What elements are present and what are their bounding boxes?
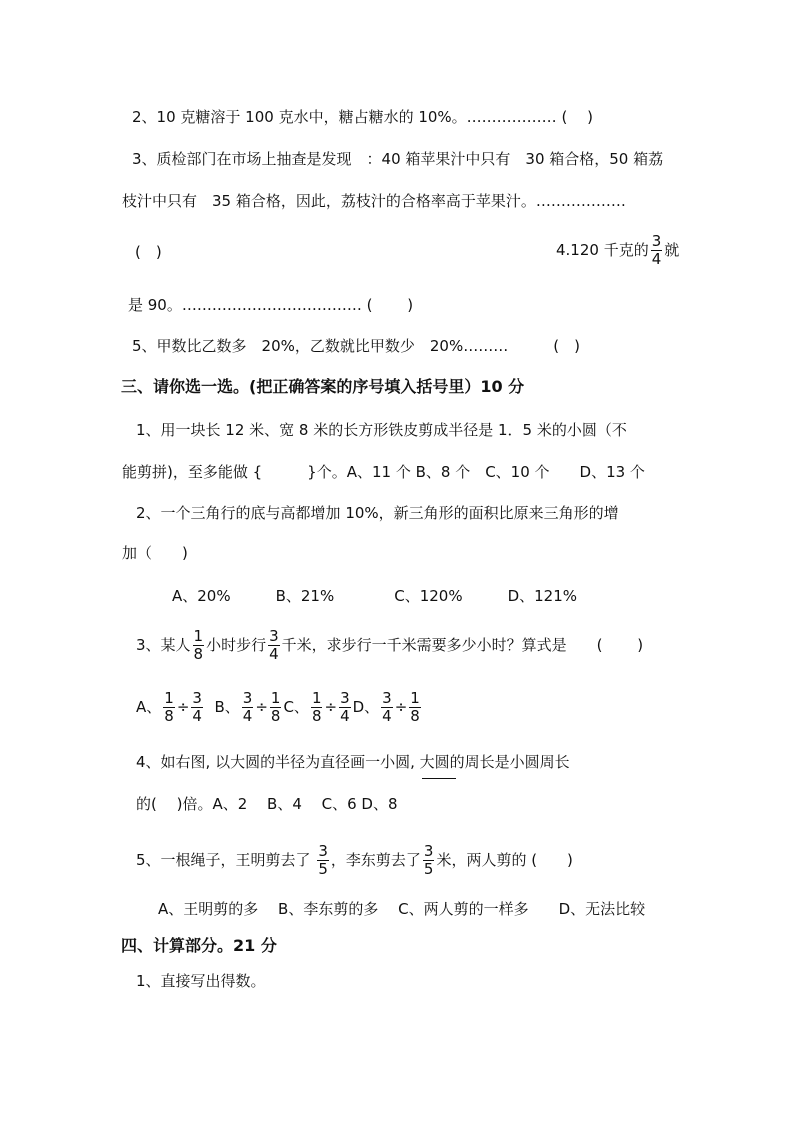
calc-q1: 1、直接写出得数。	[136, 972, 266, 990]
section3-heading: 三、请你选一选。(把正确答案的序号填入括号里）10 分	[121, 377, 525, 396]
fraction: $\frac{3}{4}$	[382, 689, 392, 725]
fraction: $\frac{3}{5}$	[318, 842, 328, 878]
section4-heading: 四、计算部分。21 分	[121, 936, 277, 955]
choice-q5-options: A、王明剪的多 B、李东剪的多 C、两人剪的一样多 D、无法比较	[158, 900, 646, 918]
choice-q3-options: A、 $\frac{1}{8}$ ÷ $\frac{3}{4}$ B、 $\frac{3}{4}$ ÷ $\frac{1}{8}$ C、 $\frac{1}{8}$ ÷ $\frac{3}{4}$ D、 $\frac{3}{4}$ ÷ $\frac{1}{8}$	[136, 689, 420, 725]
judge-q2: 2、10 克糖溶于 100 克水中，糖占糖水的 10%。……………… ( )	[132, 108, 593, 126]
fraction: $\frac{1}{8}$	[193, 627, 204, 663]
fraction: $\frac{1}{8}$	[270, 689, 281, 725]
fraction: $\frac{3}{4}$	[192, 689, 202, 725]
judge-q3-line1: 3、质检部门在市场上抽查是发现 ：40 箱苹果汁中只有 30 箱合格，50 箱荔	[132, 150, 664, 168]
fraction: $\frac{3}{4}$	[269, 627, 279, 663]
judge-q4-line2: 是 90。……………………………… ( )	[128, 296, 414, 314]
choice-q2-options: A、20% B、21% C、120% D、121%	[172, 587, 578, 605]
fraction: $\frac{3}{4}$	[242, 689, 253, 725]
choice-q1-line2: 能剪拼)，至多能做 { }个。A、11 个 B、8 个 C、10 个 D、13 个	[122, 463, 645, 481]
figure-overline	[422, 778, 456, 779]
choice-q2-line2: 加（ )	[122, 544, 188, 562]
choice-q3: 3、某人 $\frac{1}{8}$ 小时步行 $\frac{3}{4}$ 千米，求步行一千米需要多少小时？算式是 ( )	[136, 627, 644, 663]
choice-q2-line1: 2、一个三角行的底与高都增加 10%，新三角形的面积比原来三角形的增	[136, 504, 619, 522]
fraction: $\frac{3}{5}$	[423, 842, 434, 878]
fraction: $\frac{3}{4}$	[651, 232, 662, 268]
choice-q4-line1: 4、如右图, 以大圆的半径为直径画一小圆, 大圆的周长是小圆周长	[136, 753, 570, 771]
judge-q3-paren: ( )	[135, 243, 162, 261]
judge-q3-line2: 枝汁中只有 35 箱合格，因此，荔枝汁的合格率高于苹果汁。………………	[122, 192, 626, 210]
judge-q4-line1: 4.120 千克的 $\frac{3}{4}$ 就	[556, 232, 680, 268]
fraction: $\frac{1}{8}$	[311, 689, 322, 725]
fraction: $\frac{1}{8}$	[164, 689, 174, 725]
fraction: $\frac{3}{4}$	[340, 689, 350, 725]
choice-q1-line1: 1、用一块长 12 米、宽 8 米的长方形铁皮剪成半径是 1．5 米的小圆（不	[136, 421, 627, 439]
choice-q5: 5、一根绳子，王明剪去了 $\frac{3}{5}$ ，李东剪去了 $\frac{3}{5}$ 米，两人剪的 ( )	[136, 842, 573, 878]
fraction: $\frac{1}{8}$	[410, 689, 420, 725]
judge-q5: 5、甲数比乙数多 20%，乙数就比甲数少 20%……… ( )	[132, 337, 580, 355]
choice-q4-line2: 的( )倍。A、2 B、4 C、6 D、8	[136, 795, 398, 813]
